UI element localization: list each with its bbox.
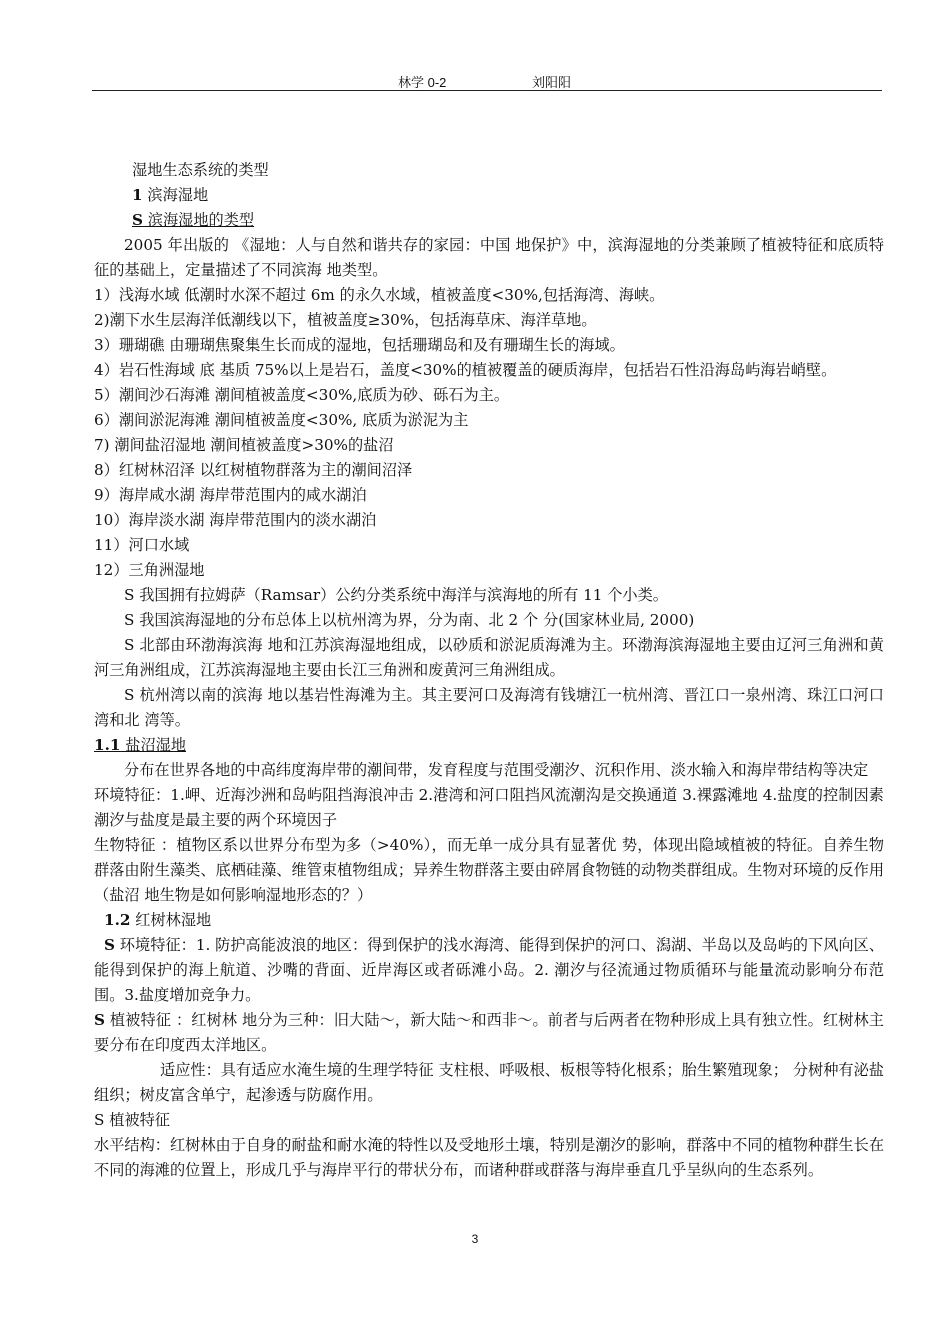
subheading-text: 滨海湿地的类型	[142, 211, 255, 229]
paragraph	[94, 933, 884, 1008]
heading-text: 滨海湿地	[142, 186, 209, 204]
heading-text: 盐沼湿地	[120, 736, 187, 754]
subheading-coastal-types	[94, 208, 884, 233]
heading-salt-marsh	[94, 733, 884, 758]
header-class-label: 林学 0-2	[398, 75, 447, 90]
list-item: 12）三角洲湿地	[94, 561, 205, 579]
heading-number: 1	[132, 186, 143, 204]
paragraph	[94, 1008, 884, 1058]
paragraph: 2005 年出版的 《湿地：人与自然和谐共存的家园：中国 地保护》中，滨海湿地的分类兼顾了植被特征和底质特征的基础上，定量描述了不同滨海 地类型。	[94, 236, 884, 279]
list-item: 1）浅海水域 低潮时水深不超过 6m 的永久水域，植被盖度<30%,包括海湾、海峡。	[94, 286, 665, 304]
paragraph: 适应性：具有适应水淹生境的生理学特征 支柱根、呼吸根、板根等特化根系；胎生繁殖现象； 分树种有泌盐组织；树皮富含单宁，起渗透与防腐作用。	[94, 1061, 884, 1104]
header-author: 刘阳阳	[532, 76, 572, 91]
heading-text: 红树林湿地	[130, 911, 212, 929]
paragraph-text: 环境特征：1. 防护高能波浪的地区：得到保护的浅水海湾、能得到保护的河口、潟湖、半岛以及岛屿的下风向区、能得到保护的海上航道、沙嘴的背面、近岸海区或者砾滩小岛。2. 潮汐与径流通过物质循环与能量流动影响分布范围。3.盐度增加竞争力。	[94, 936, 884, 1004]
page-header	[92, 72, 882, 91]
list-item: 5）潮间沙石海滩 潮间植被盖度<30%,底质为砂、砾石为主。	[94, 386, 510, 404]
bullet-paragraph: S 杭州湾以南的滨海 地以基岩性海滩为主。其主要河口及海湾有钱塘江一杭州湾、晋江口一泉州湾、珠江口河口湾和北 湾等。	[94, 686, 884, 729]
paragraph: 生物特征 ：植物区系以世界分布型为多（>40%），而无单一成分具有显著优 势，体现出隐域植被的特征。自养生物群落由附生藻类、底栖硅藻、维管束植物组成；异养生物群落主要由碎屑食物链的动物类群组成。生物对环境的反作用 （盐沼 地生物是如何影响湿地形态的？）	[94, 836, 884, 904]
bullet-paragraph: S 北部由环渤海滨海 地和江苏滨海湿地组成，以砂质和淤泥质海滩为主。环渤海滨海湿地主要由辽河三角洲和黄河三角洲组成，江苏滨海湿地主要由长江三角洲和废黄河三角洲组成。	[94, 636, 884, 679]
heading-coastal-wetland	[94, 183, 884, 208]
list-item: 11）河口水域	[94, 536, 190, 554]
section-title: 湿地生态系统的类型	[132, 161, 269, 179]
list-item: 2)潮下水生层海洋低潮线以下，植被盖度≥30%，包括海草床、海洋草地。	[94, 311, 597, 329]
bullet-s: S	[132, 211, 143, 229]
list-item: 4）岩石性海域 底 基质 75%以上是岩石，盖度<30%的植被覆盖的硬质海岸，包括岩石性沿海岛屿海岩峭壁。	[94, 361, 837, 379]
bullet-s: S	[94, 1011, 105, 1029]
paragraph-text: 植被特征 ：红树林 地分为三种：旧大陆～，新大陆～和西非～。前者与后两者在物种形成上具有独立性。红树林主要分布在印度西太洋地区。	[94, 1011, 884, 1054]
bullet-s: S	[104, 936, 115, 954]
bullet-paragraph: S 我国拥有拉姆萨（Ramsar）公约分类系统中海洋与滨海地的所有 11 个小类。	[124, 586, 668, 604]
paragraph: 水平结构：红树林由于自身的耐盐和耐水淹的特性以及受地形土壤，特别是潮汐的影响，群落中不同的植物种群生长在不同的海滩的位置上，形成几乎与海岸平行的带状分布，而诸种群或群落与海岸垂直几乎呈纵向的生态系列。	[94, 1136, 884, 1179]
list-item: 8）红树林沼泽 以红树植物群落为主的潮间沼泽	[94, 461, 413, 479]
list-item: 9）海岸咸水湖 海岸带范围内的咸水湖泊	[94, 486, 367, 504]
list-item: 7) 潮间盐沼湿地 潮间植被盖度>30%的盐沼	[94, 436, 394, 454]
subheading: S 植被特征	[94, 1111, 170, 1129]
paragraph: 环境特征：1.岬、近海沙洲和岛屿阻挡海浪冲击 2.港湾和河口阻挡风流潮沟是交换通道 3.裸露滩地 4.盐度的控制因素 潮汐与盐度是最主要的两个环境因子	[94, 786, 884, 829]
list-item: 6）潮间淤泥海滩 潮间植被盖度<30%, 底质为淤泥为主	[94, 411, 469, 429]
heading-number: 1.1	[94, 736, 121, 754]
heading-number: 1.2	[104, 911, 131, 929]
bullet-paragraph: S 我国滨海湿地的分布总体上以杭州湾为界，分为南、北 2 个 分(国家林业局, 2000)	[124, 611, 695, 629]
list-item: 3）珊瑚礁 由珊瑚焦聚集生长而成的湿地，包括珊瑚岛和及有珊瑚生长的海域。	[94, 336, 625, 354]
document-body	[94, 158, 884, 1183]
paragraph: 分布在世界各地的中高纬度海岸带的潮间带，发育程度与范围受潮汐、沉积作用、淡水输入和海岸带结构等决定	[124, 761, 869, 779]
heading-mangrove	[94, 908, 884, 933]
page-number: 3	[471, 1232, 479, 1246]
list-item: 10）海岸淡水湖 海岸带范围内的淡水湖泊	[94, 511, 377, 529]
